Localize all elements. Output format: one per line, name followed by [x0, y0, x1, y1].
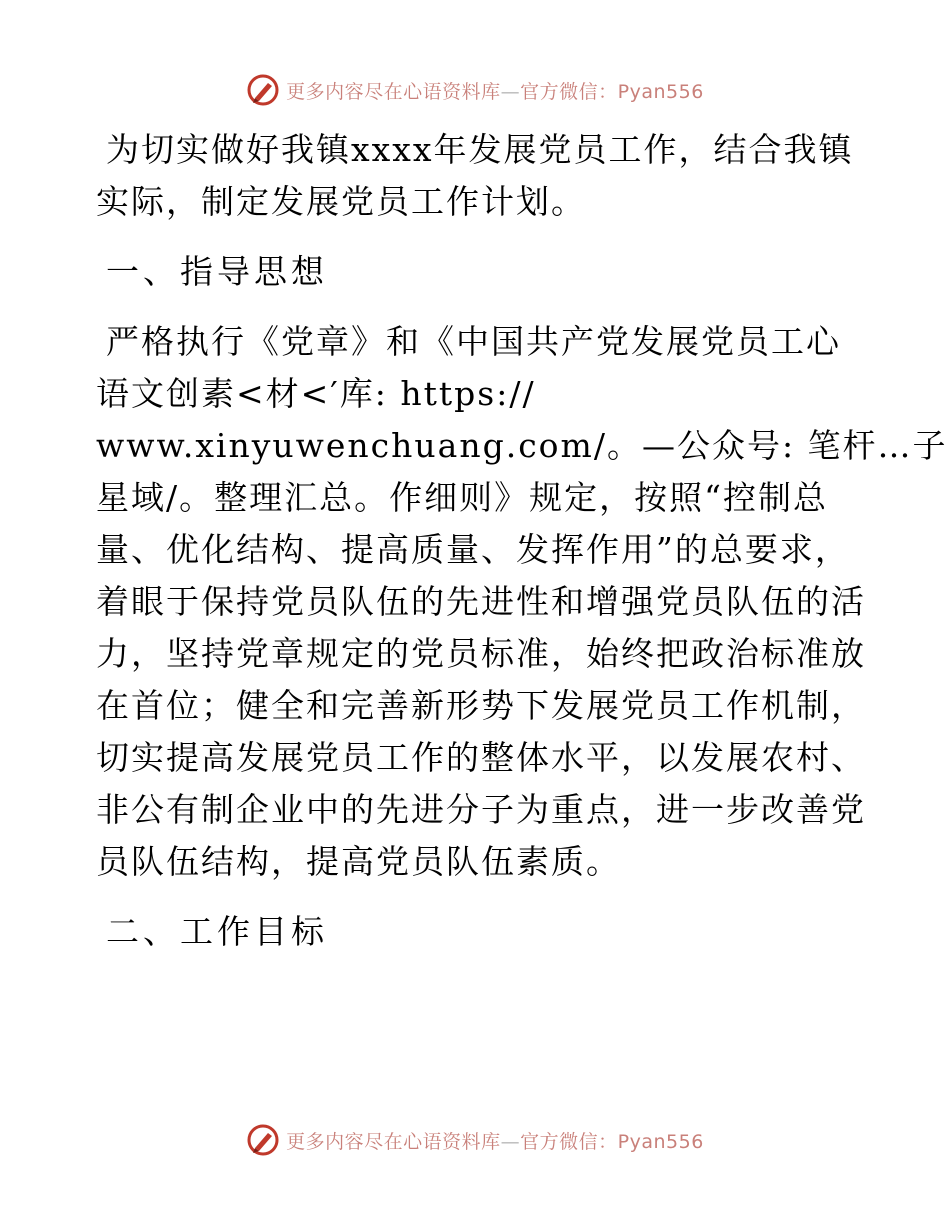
- text-line: 实际，制定发展党员工作计划。: [96, 182, 586, 221]
- text-line: 切实提高发展党员工作的整体水平，以发展农村、: [96, 738, 866, 777]
- header-watermark: [0, 70, 950, 110]
- section-heading-guiding-ideology: 一、指导思想: [106, 252, 328, 291]
- text-line: www.xinyuwenchuang.com/。—公众号: 笔杆…子: [96, 426, 948, 465]
- section-heading-work-goals: 二、工作目标: [106, 912, 328, 951]
- watermark-separator: —: [500, 80, 521, 103]
- text-line: 员队伍结构，提高党员队伍素质。: [96, 842, 621, 881]
- watermark-wechat: 官方微信：Pyan556: [520, 1130, 704, 1153]
- watermark-brand: 更多内容尽在心语资料库: [286, 1130, 501, 1153]
- document-body: [96, 124, 948, 958]
- pen-logo-icon: [246, 73, 280, 107]
- watermark-wechat: 官方微信：Pyan556: [520, 80, 704, 103]
- text-line: 星域/。整理汇总。作细则》规定，按照“控制总: [96, 478, 828, 517]
- text-line: 力，坚持党章规定的党员标准，始终把政治标准放: [96, 634, 866, 673]
- watermark-separator: —: [500, 1130, 521, 1153]
- text-line: 量、优化结构、提高质量、发挥作用”的总要求，: [96, 530, 850, 569]
- watermark-text: [286, 1127, 704, 1154]
- text-line: 语文创素<材<′库: https://: [96, 374, 536, 413]
- text-line: 着眼于保持党员队伍的先进性和增强党员队伍的活: [96, 582, 866, 621]
- text-line: 在首位；健全和完善新形势下发展党员工作机制，: [96, 686, 866, 725]
- text-line: 非公有制企业中的先进分子为重点，进一步改善党: [96, 790, 866, 829]
- guiding-ideology-paragraph: [96, 316, 948, 888]
- pen-logo-icon: [246, 1123, 280, 1157]
- watermark-text: [286, 77, 704, 104]
- intro-paragraph: [96, 124, 856, 228]
- watermark-brand: 更多内容尽在心语资料库: [286, 80, 501, 103]
- footer-watermark: [0, 1120, 950, 1160]
- text-line: 严格执行《党章》和《中国共产党发展党员工心: [106, 322, 841, 361]
- text-line: 为切实做好我镇xxxx年发展党员工作，结合我镇: [106, 130, 854, 169]
